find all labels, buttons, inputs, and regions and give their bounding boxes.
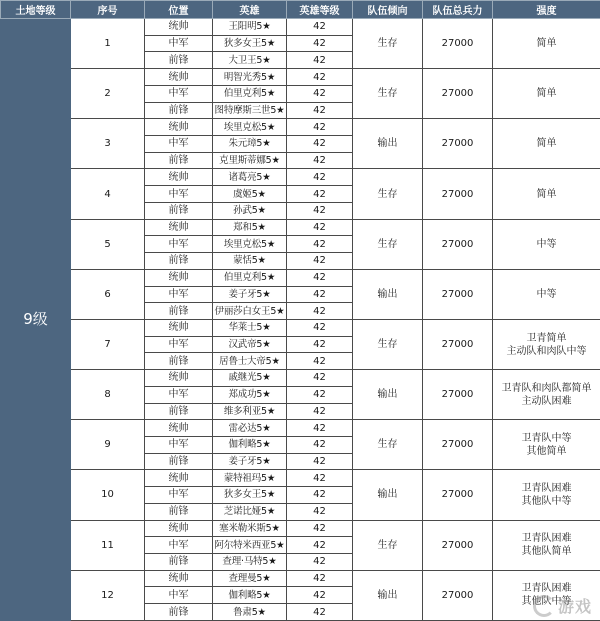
hero-level-cell: 42 (287, 453, 353, 470)
position-cell: 前锋 (145, 202, 213, 219)
position-cell: 中军 (145, 336, 213, 353)
hero-cell: 诸葛亮5★ (213, 169, 287, 186)
difficulty-line: 主动队困难 (521, 395, 572, 407)
hero-cell: 姜子牙5★ (213, 286, 287, 303)
position-cell: 统帅 (145, 319, 213, 336)
header-tendency: 队伍倾向 (353, 1, 423, 19)
table-row (1, 570, 600, 587)
hero-cell: 查理·马特5★ (213, 554, 287, 571)
difficulty-cell (493, 119, 600, 169)
position-cell: 前锋 (145, 453, 213, 470)
header-seq: 序号 (71, 1, 145, 19)
position-cell: 中军 (145, 436, 213, 453)
position-cell: 前锋 (145, 403, 213, 420)
position-cell: 中军 (145, 286, 213, 303)
hero-cell: 大卫王5★ (213, 52, 287, 69)
difficulty-cell (493, 169, 600, 219)
hero-cell: 伽利略5★ (213, 436, 287, 453)
difficulty-line: 卫青队中等 (521, 432, 572, 444)
difficulty-cell (493, 19, 600, 69)
hero-level-cell: 42 (287, 286, 353, 303)
watermark-logo-icon (533, 595, 555, 617)
hero-level-cell: 42 (287, 303, 353, 320)
hero-cell: 克里斯蒂娜5★ (213, 152, 287, 169)
total-troops-cell: 27000 (423, 520, 493, 570)
difficulty-line: 中等 (536, 288, 557, 300)
table-row (1, 69, 600, 86)
hero-cell: 姜子牙5★ (213, 453, 287, 470)
difficulty-line: 简单 (536, 138, 557, 150)
hero-cell: 伯里克利5★ (213, 85, 287, 102)
team-seq-cell: 12 (71, 570, 145, 620)
difficulty-line: 卫青队困难 (521, 482, 572, 494)
header-position: 位置 (145, 1, 213, 19)
table-body (1, 19, 600, 621)
hero-cell: 郑成功5★ (213, 386, 287, 403)
hero-cell: 伊丽莎白女王5★ (213, 303, 287, 320)
header-difficulty: 强度 (493, 1, 600, 19)
position-cell: 前锋 (145, 554, 213, 571)
hero-level-cell: 42 (287, 186, 353, 203)
hero-level-cell: 42 (287, 570, 353, 587)
hero-level-cell: 42 (287, 19, 353, 36)
difficulty-cell (493, 370, 600, 420)
hero-level-cell: 42 (287, 336, 353, 353)
difficulty-line: 卫青队困难 (521, 583, 572, 595)
table-row (1, 269, 600, 286)
table-row (1, 420, 600, 437)
difficulty-cell (493, 219, 600, 269)
hero-level-cell: 42 (287, 119, 353, 136)
table-row (1, 319, 600, 336)
hero-level-cell: 42 (287, 436, 353, 453)
hero-level-cell: 42 (287, 403, 353, 420)
team-seq-cell: 7 (71, 319, 145, 369)
team-seq-cell: 2 (71, 69, 145, 119)
hero-cell: 伯里克利5★ (213, 269, 287, 286)
tendency-cell: 生存 (353, 219, 423, 269)
hero-cell: 狄多女王5★ (213, 487, 287, 504)
difficulty-line: 简单 (536, 188, 557, 200)
difficulty-line: 卫青队和肉队都简单 (501, 382, 592, 394)
hero-cell: 孙武5★ (213, 202, 287, 219)
hero-cell: 芝诺比娅5★ (213, 503, 287, 520)
position-cell: 中军 (145, 85, 213, 102)
hero-cell: 埃里克松5★ (213, 236, 287, 253)
tendency-cell: 输出 (353, 269, 423, 319)
hero-cell: 蒙恬5★ (213, 253, 287, 270)
hero-level-cell: 42 (287, 420, 353, 437)
total-troops-cell: 27000 (423, 119, 493, 169)
hero-cell: 雷必达5★ (213, 420, 287, 437)
total-troops-cell: 27000 (423, 420, 493, 470)
hero-level-cell: 42 (287, 219, 353, 236)
hero-level-cell: 42 (287, 85, 353, 102)
difficulty-cell (493, 269, 600, 319)
hero-cell: 维多利亚5★ (213, 403, 287, 420)
hero-cell: 汉武帝5★ (213, 336, 287, 353)
hero-cell: 查理曼5★ (213, 570, 287, 587)
table-row (1, 19, 600, 36)
hero-cell: 埃里克松5★ (213, 119, 287, 136)
difficulty-line: 其他队简单 (521, 546, 572, 558)
total-troops-cell: 27000 (423, 219, 493, 269)
difficulty-cell (493, 520, 600, 570)
total-troops-cell: 27000 (423, 570, 493, 620)
table-row (1, 520, 600, 537)
hero-level-cell: 42 (287, 136, 353, 153)
hero-level-cell: 42 (287, 269, 353, 286)
total-troops-cell: 27000 (423, 169, 493, 219)
hero-cell: 伽利略5★ (213, 587, 287, 604)
position-cell: 前锋 (145, 353, 213, 370)
hero-cell: 蒙特祖玛5★ (213, 470, 287, 487)
position-cell: 统帅 (145, 219, 213, 236)
hero-level-cell: 42 (287, 554, 353, 571)
position-cell: 前锋 (145, 303, 213, 320)
hero-level-cell: 42 (287, 587, 353, 604)
hero-cell: 明智光秀5★ (213, 69, 287, 86)
table-row (1, 119, 600, 136)
watermark-text: 游戏 (557, 597, 592, 616)
team-seq-cell: 10 (71, 470, 145, 520)
total-troops-cell: 27000 (423, 470, 493, 520)
tendency-cell: 输出 (353, 470, 423, 520)
difficulty-line: 卫青队困难 (521, 533, 572, 545)
hero-level-cell: 42 (287, 35, 353, 52)
position-cell: 统帅 (145, 570, 213, 587)
tendency-cell: 生存 (353, 19, 423, 69)
position-cell: 中军 (145, 587, 213, 604)
hero-level-cell: 42 (287, 152, 353, 169)
position-cell: 前锋 (145, 102, 213, 119)
position-cell: 中军 (145, 537, 213, 554)
hero-cell: 鲁肃5★ (213, 604, 287, 621)
team-seq-cell: 8 (71, 370, 145, 420)
tendency-cell: 输出 (353, 570, 423, 620)
position-cell: 统帅 (145, 19, 213, 36)
total-troops-cell: 27000 (423, 19, 493, 69)
position-cell: 统帅 (145, 420, 213, 437)
difficulty-cell (493, 470, 600, 520)
hero-level-cell: 42 (287, 604, 353, 621)
table-row (1, 470, 600, 487)
table-row (1, 169, 600, 186)
team-seq-cell: 3 (71, 119, 145, 169)
total-troops-cell: 27000 (423, 319, 493, 369)
team-seq-cell: 11 (71, 520, 145, 570)
difficulty-line: 主动队和肉队中等 (506, 345, 587, 357)
hero-cell: 朱元璋5★ (213, 136, 287, 153)
hero-level-cell: 42 (287, 253, 353, 270)
position-cell: 统帅 (145, 269, 213, 286)
hero-level-cell: 42 (287, 169, 353, 186)
position-cell: 中军 (145, 186, 213, 203)
hero-level-cell: 42 (287, 370, 353, 387)
hero-level-cell: 42 (287, 202, 353, 219)
hero-level-cell: 42 (287, 386, 353, 403)
land-level-cell: 9级 (1, 19, 71, 621)
difficulty-line: 简单 (536, 38, 557, 50)
position-cell: 统帅 (145, 119, 213, 136)
hero-cell: 图特摩斯三世5★ (213, 102, 287, 119)
difficulty-line: 卫青简单 (526, 332, 567, 344)
position-cell: 前锋 (145, 52, 213, 69)
header-land-level: 土地等级 (1, 1, 71, 19)
total-troops-cell: 27000 (423, 370, 493, 420)
header-row (1, 1, 600, 19)
team-seq-cell: 9 (71, 420, 145, 470)
tendency-cell: 生存 (353, 319, 423, 369)
hero-level-cell: 42 (287, 52, 353, 69)
hero-cell: 华莱士5★ (213, 319, 287, 336)
total-troops-cell: 27000 (423, 69, 493, 119)
hero-level-cell: 42 (287, 319, 353, 336)
hero-level-cell: 42 (287, 236, 353, 253)
position-cell: 中军 (145, 386, 213, 403)
difficulty-cell (493, 319, 600, 369)
hero-level-cell: 42 (287, 503, 353, 520)
header-total-troops: 队伍总兵力 (423, 1, 493, 19)
position-cell: 统帅 (145, 69, 213, 86)
position-cell: 中军 (145, 236, 213, 253)
hero-cell: 虞姬5★ (213, 186, 287, 203)
hero-level-cell: 42 (287, 470, 353, 487)
hero-level-cell: 42 (287, 69, 353, 86)
hero-level-cell: 42 (287, 520, 353, 537)
hero-cell: 戚继光5★ (213, 370, 287, 387)
tendency-cell: 生存 (353, 169, 423, 219)
hero-cell: 居鲁士大帝5★ (213, 353, 287, 370)
team-seq-cell: 1 (71, 19, 145, 69)
position-cell: 统帅 (145, 470, 213, 487)
team-seq-cell: 5 (71, 219, 145, 269)
difficulty-line: 其他队中等 (521, 596, 572, 608)
position-cell: 前锋 (145, 604, 213, 621)
position-cell: 统帅 (145, 169, 213, 186)
hero-cell: 王阳明5★ (213, 19, 287, 36)
hero-level-cell: 42 (287, 102, 353, 119)
tendency-cell: 生存 (353, 420, 423, 470)
position-cell: 中军 (145, 35, 213, 52)
team-seq-cell: 4 (71, 169, 145, 219)
hero-cell: 塞米勒米斯5★ (213, 520, 287, 537)
total-troops-cell: 27000 (423, 269, 493, 319)
difficulty-cell (493, 69, 600, 119)
difficulty-line: 简单 (536, 88, 557, 100)
hero-cell: 狄多女王5★ (213, 35, 287, 52)
hero-cell: 阿尔特米西亚5★ (213, 537, 287, 554)
tendency-cell: 输出 (353, 370, 423, 420)
tendency-cell: 生存 (353, 520, 423, 570)
table-row (1, 219, 600, 236)
difficulty-line: 中等 (536, 238, 557, 250)
position-cell: 前锋 (145, 253, 213, 270)
hero-cell: 郑和5★ (213, 219, 287, 236)
watermark (533, 594, 592, 617)
hero-level-cell: 42 (287, 353, 353, 370)
hero-level-cell: 42 (287, 487, 353, 504)
header-hero: 英雄 (213, 1, 287, 19)
difficulty-line: 其他队中等 (521, 495, 572, 507)
position-cell: 统帅 (145, 520, 213, 537)
header-hero-level: 英雄等级 (287, 1, 353, 19)
tendency-cell: 输出 (353, 119, 423, 169)
position-cell: 中军 (145, 136, 213, 153)
tendency-cell: 生存 (353, 69, 423, 119)
difficulty-cell (493, 420, 600, 470)
position-cell: 前锋 (145, 152, 213, 169)
difficulty-line: 其他简单 (526, 445, 567, 457)
position-cell: 统帅 (145, 370, 213, 387)
table-row (1, 370, 600, 387)
team-seq-cell: 6 (71, 269, 145, 319)
position-cell: 前锋 (145, 503, 213, 520)
hero-level-cell: 42 (287, 537, 353, 554)
position-cell: 中军 (145, 487, 213, 504)
